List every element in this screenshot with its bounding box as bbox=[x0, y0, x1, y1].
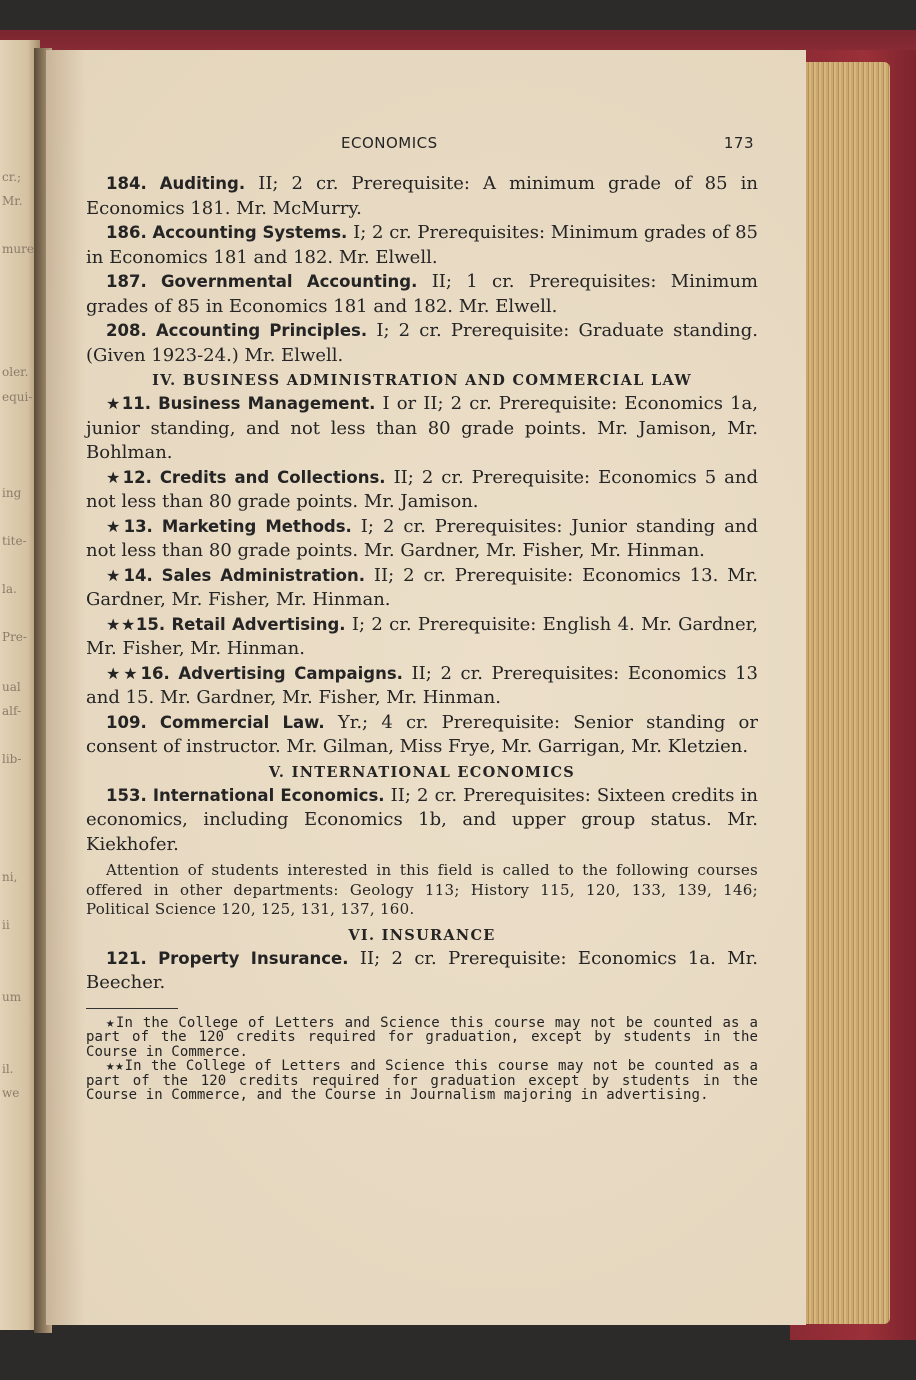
margin-fragment: equi- bbox=[2, 390, 33, 404]
margin-fragment: oler. bbox=[2, 365, 29, 379]
margin-fragment: alf- bbox=[2, 704, 22, 718]
book-page bbox=[46, 50, 806, 1325]
course-details: Yr.; 4 cr. Prerequisite: Senior standing or consent of instructor. Mr. Gilman, Miss Frye, Mr. Garrigan, Mr. Kletzien. bbox=[86, 711, 758, 757]
course-details: II; 2 cr. Prerequisite: A minimum grade of 85 in Economics 181. Mr. McMurry. bbox=[86, 173, 758, 219]
course-number: 12. bbox=[122, 467, 152, 487]
course-entry bbox=[86, 947, 758, 996]
course-name: Retail Advertising. bbox=[171, 614, 346, 634]
course-name: Marketing Methods. bbox=[161, 516, 352, 536]
course-details: II; 2 cr. Prerequisite: Economics 5 and not less than 80 grade points. Mr. Jamison. bbox=[86, 466, 758, 512]
margin-fragment: ii bbox=[2, 918, 10, 932]
course-details: II; 2 cr. Prerequisite: Economics 13. Mr. Gardner, Mr. Fisher, Mr. Hinman. bbox=[86, 564, 758, 610]
course-name: Property Insurance. bbox=[158, 948, 349, 968]
page-title: ECONOMICS bbox=[341, 134, 438, 152]
page-body bbox=[86, 172, 758, 1103]
course-entry bbox=[86, 515, 758, 564]
footnote: ★★In the College of Letters and Science this course may not be counted as a part of the 120 credits required for graduation except by students in the Course in Commerce, and the Course in Journalism majoring in advertising. bbox=[86, 1058, 758, 1104]
page-number: 173 bbox=[723, 134, 754, 152]
course-name: Advertising Campaigns. bbox=[178, 663, 403, 683]
course-entry bbox=[86, 392, 758, 466]
course-name: Accounting Systems. bbox=[152, 223, 348, 242]
course-details: I; 2 cr. Prerequisite: English 4. Mr. Gardner, Mr. Fisher, Mr. Hinman. bbox=[86, 613, 759, 659]
section-heading: VI. INSURANCE bbox=[348, 926, 496, 944]
course-entry bbox=[86, 564, 758, 613]
insurance-courses bbox=[86, 947, 758, 996]
margin-fragment: ual bbox=[2, 680, 21, 694]
course-details: II; 1 cr. Prerequisites: Minimum grades of 85 in Economics 181 and 182. Mr. Elwell. bbox=[86, 271, 758, 317]
course-details: I; 2 cr. Prerequisites: Minimum grades of 85 in Economics 181 and 182. Mr. Elwell. bbox=[86, 222, 758, 268]
section-heading: IV. BUSINESS ADMINISTRATION AND COMMERCIAL LAW bbox=[152, 372, 692, 389]
course-details: I; 2 cr. Prerequisites: Junior standing and not less than 80 grade points. Mr. Gardner, Mr. Fisher, Mr. Hinman. bbox=[86, 515, 758, 561]
international-courses bbox=[86, 784, 758, 858]
footnote-rule bbox=[86, 1008, 178, 1009]
accounting-courses bbox=[86, 172, 758, 368]
attention-note: Attention of students interested in this field is called to the following courses offered in other departments: Geology 113; History 115, 120, 133, 139, 146; Political Science 120, 125, 131, 137, 160. bbox=[86, 861, 758, 918]
margin-fragment: cr.; bbox=[2, 170, 21, 184]
star-icon: ★★ bbox=[106, 614, 136, 634]
star-icon: ★ bbox=[106, 516, 124, 536]
margin-fragment: lib- bbox=[2, 752, 22, 766]
margin-fragment: Pre- bbox=[2, 630, 27, 644]
star-icon: ★ bbox=[106, 394, 122, 413]
course-entry bbox=[86, 466, 758, 515]
margin-fragment: tite- bbox=[2, 534, 27, 548]
course-number: 109. bbox=[106, 712, 147, 732]
star-icon: ★ bbox=[106, 565, 124, 585]
footnote: ★In the College of Letters and Science this course may not be counted as a part of the 120 credits required for graduation, except by students in the Course in Commerce. bbox=[86, 1014, 758, 1060]
margin-fragment: il. bbox=[2, 1062, 14, 1076]
margin-fragment: um bbox=[2, 990, 22, 1004]
star-icon: ★★ bbox=[106, 663, 141, 683]
course-details: I; 2 cr. Prerequisite: Graduate standing. (Given 1923-24.) Mr. Elwell. bbox=[86, 320, 758, 366]
section-heading: V. INTERNATIONAL ECONOMICS bbox=[268, 763, 576, 781]
course-number: 11. bbox=[121, 394, 151, 413]
margin-fragment: Mr. bbox=[2, 194, 23, 208]
business-courses bbox=[86, 392, 758, 760]
course-details: II; 2 cr. Prerequisites: Sixteen credits in economics, including Economics 1b, and upper group status. Mr. Kiekhofer. bbox=[86, 784, 758, 855]
margin-fragment: we bbox=[2, 1086, 20, 1100]
margin-fragment: mure bbox=[2, 242, 34, 256]
course-number: 186. bbox=[106, 223, 147, 242]
course-name: Credits and Collections. bbox=[159, 467, 386, 487]
course-number: 14. bbox=[123, 565, 153, 585]
course-details: II; 2 cr. Prerequisites: Economics 13 and 15. Mr. Gardner, Mr. Fisher, Mr. Hinman. bbox=[86, 662, 759, 708]
course-number: 121. bbox=[106, 948, 147, 968]
course-entry bbox=[86, 221, 758, 270]
course-entry bbox=[86, 613, 758, 662]
margin-fragment: la. bbox=[2, 582, 17, 596]
course-number: 208. bbox=[106, 321, 147, 340]
course-number: 184. bbox=[106, 174, 147, 193]
course-number: 16. bbox=[140, 663, 170, 683]
course-entry bbox=[86, 270, 758, 319]
course-name: Governmental Accounting. bbox=[161, 272, 418, 291]
margin-fragment: ni, bbox=[2, 870, 18, 884]
course-entry bbox=[86, 319, 758, 368]
margin-fragment: ing bbox=[2, 486, 22, 500]
course-number: 187. bbox=[106, 272, 147, 291]
course-name: International Economics. bbox=[152, 785, 385, 805]
course-details: II; 2 cr. Prerequisite: Economics 1a. Mr. Beecher. bbox=[86, 947, 758, 993]
course-entry bbox=[86, 662, 758, 711]
course-entry bbox=[86, 172, 758, 221]
course-number: 13. bbox=[123, 516, 153, 536]
course-entry bbox=[86, 711, 758, 760]
course-name: Business Management. bbox=[158, 394, 376, 413]
course-entry bbox=[86, 784, 758, 858]
course-name: Sales Administration. bbox=[161, 565, 365, 585]
course-name: Commercial Law. bbox=[159, 712, 325, 732]
course-details: I or II; 2 cr. Prerequisite: Economics 1a, junior standing, and not less than 80 grade points. Mr. Jamison, Mr. Bohlman. bbox=[86, 393, 758, 463]
running-head bbox=[86, 131, 758, 151]
course-name: Auditing. bbox=[159, 174, 246, 193]
course-name: Accounting Principles. bbox=[155, 321, 368, 340]
star-icon: ★ bbox=[106, 467, 123, 487]
course-number: 153. bbox=[106, 785, 147, 805]
course-number: 15. bbox=[135, 614, 166, 634]
page-edges bbox=[806, 62, 890, 1324]
